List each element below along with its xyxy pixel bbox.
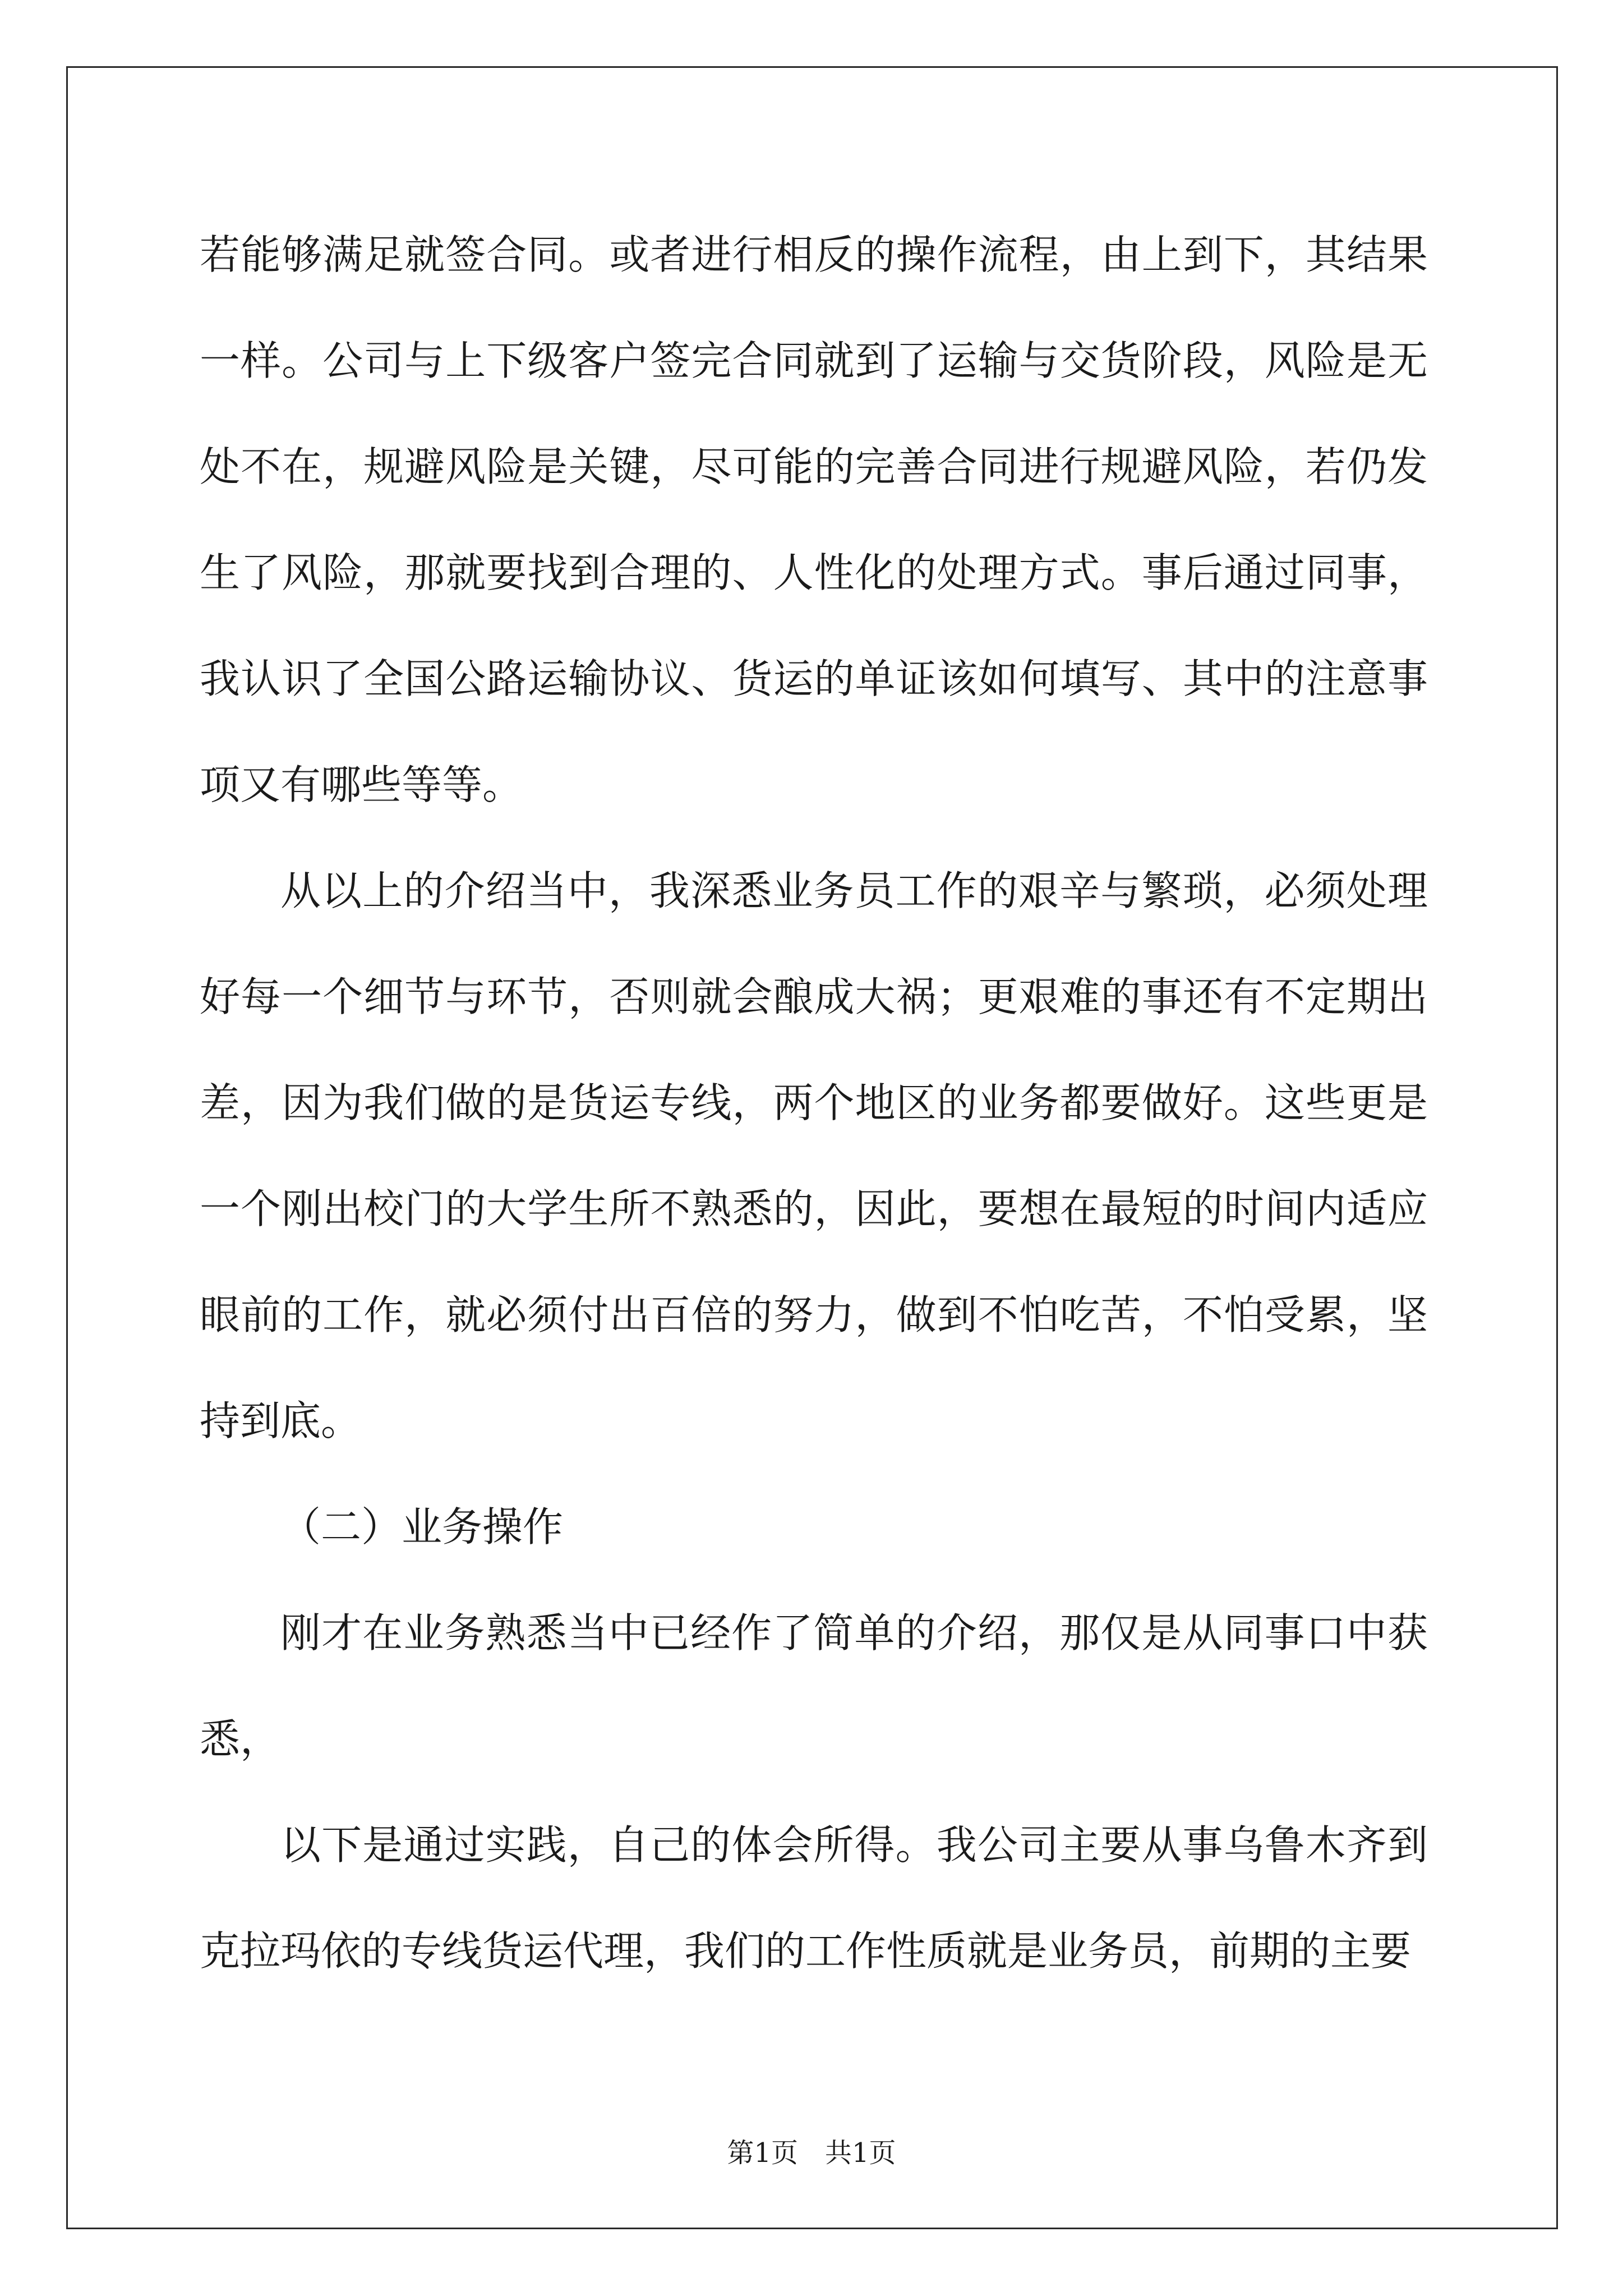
paragraph-4: 以下是通过实践，自己的体会所得。我公司主要从事乌鲁木齐到克拉玛依的专线货运代理，我们的工作性质就是业务员，前期的主要 [200, 1821, 1428, 1975]
document-body [200, 202, 1428, 2004]
section-heading: （二）业务操作 [280, 1503, 564, 1550]
paragraph-2: 从以上的介绍当中，我深悉业务员工作的艰辛与繁琐，必须处理好每一个细节与环节，否则就会酿成大祸；更艰难的事还有不定期出差，因为我们做的是货运专线，两个地区的业务都要做好。这些更是一个刚出校门的大学生所不熟悉的，因此，要想在最短的时间内适应眼前的工作，就必须付出百倍的努力，做到不怕吃苦，不怕受累，坚持到底。 [200, 867, 1428, 1444]
paragraph-3: 刚才在业务熟悉当中已经作了简单的介绍，那仅是从同事口中获悉， [200, 1609, 1428, 1763]
page-number: 第1页 [727, 2137, 798, 2169]
page-total: 共1页 [825, 2137, 896, 2169]
paragraph-1: 若能够满足就签合同。或者进行相反的操作流程，由上到下，其结果一样。公司与上下级客户签完合同就到了运输与交货阶段，风险是无处不在，规避风险是关键，尽可能的完善合同进行规避风险，若仍发生了风险，那就要找到合理的、人性化的处理方式。事后通过同事，我认识了全国公路运输协议、货运的单证该如何填写、其中的注意事项又有哪些等等。 [200, 231, 1428, 808]
page-footer [0, 2136, 1623, 2170]
